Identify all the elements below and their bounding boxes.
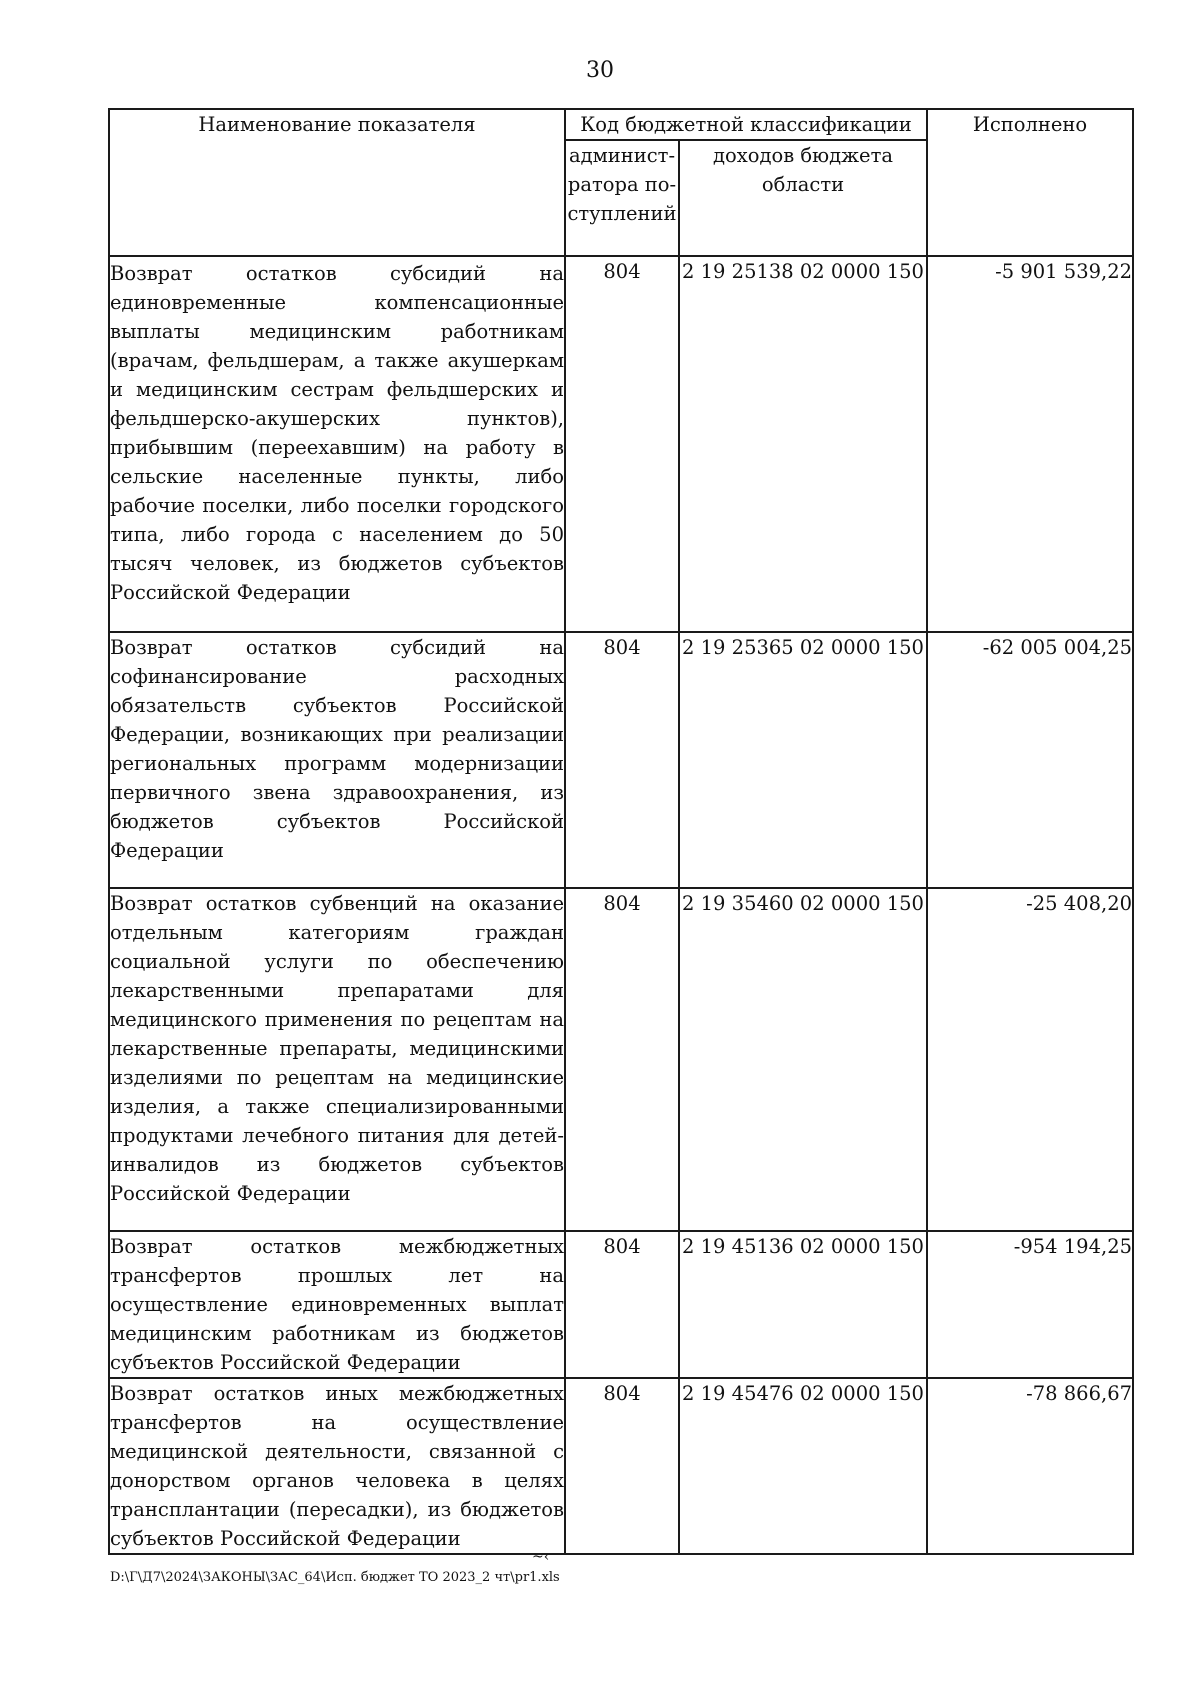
- row-income-code: 2 19 45136 02 0000 150: [679, 1231, 927, 1378]
- table-row: [109, 1231, 1133, 1378]
- table-row: [109, 888, 1133, 1231]
- page-number: 30: [586, 58, 614, 83]
- row-administrator-code: 804: [565, 888, 679, 1231]
- row-name: Возврат остатков межбюджетных трансфертов прошлых лет на осуществление единовременных выплат медицинским работникам из бюджетов субъектов Российской Федерации: [109, 1231, 565, 1378]
- row-administrator-code: 804: [565, 1378, 679, 1554]
- table-row: [109, 256, 1133, 632]
- column-header-name: Наименование показателя: [109, 109, 565, 256]
- row-administrator-code: 804: [565, 1231, 679, 1378]
- row-name: Возврат остатков субсидий на софинансирование расходных обязательств субъектов Российской Федерации, возникающих при реализации региональных программ модернизации первичного звена здравоохранения, из бюджетов субъектов Российской Федерации: [109, 632, 565, 888]
- row-executed-amount: -25 408,20: [927, 888, 1133, 1231]
- row-income-code: 2 19 35460 02 0000 150: [679, 888, 927, 1231]
- row-income-code: 2 19 25138 02 0000 150: [679, 256, 927, 632]
- row-executed-amount: -62 005 004,25: [927, 632, 1133, 888]
- row-name: Возврат остатков субвенций на оказание отдельным категориям граждан социальной услуги по обеспечению лекарственными препаратами для медицинского применения по рецептам на лекарственные препараты, медицинскими изделиями по рецептам на медицинские изделия, а также специализированными продуктами лечебного питания для детей-инвалидов из бюджетов субъектов Российской Федерации: [109, 888, 565, 1231]
- column-header-administrator: админист-ратора по-ступлений: [565, 140, 679, 256]
- column-header-executed: Исполнено: [927, 109, 1133, 256]
- row-executed-amount: -78 866,67: [927, 1378, 1133, 1554]
- table-row: [109, 632, 1133, 888]
- row-administrator-code: 804: [565, 256, 679, 632]
- budget-execution-table: [108, 108, 1134, 1555]
- footer-file-path: D:\Г\Д7\2024\ЗАКОНЫ\ЗАС_64\Исп. бюджет ТО 2023_2 чт\pr1.xls: [110, 1570, 560, 1585]
- column-header-code-group: Код бюджетной классификации: [565, 109, 927, 140]
- row-executed-amount: -5 901 539,22: [927, 256, 1133, 632]
- header-row-top: [109, 109, 1133, 140]
- handwritten-mark: ~‹: [532, 1549, 550, 1565]
- row-executed-amount: -954 194,25: [927, 1231, 1133, 1378]
- row-name: Возврат остатков субсидий на единовременные компенсационные выплаты медицинским работникам (врачам, фельдшерам, а также акушеркам и медицинским сестрам фельдшерских и фельдшерско-акушерских пунктов), прибывшим (переехавшим) на работу в сельские населенные пункты, либо рабочие поселки, либо поселки городского типа, либо города с населением до 50 тысяч человек, из бюджетов субъектов Российской Федерации: [109, 256, 565, 632]
- row-administrator-code: 804: [565, 632, 679, 888]
- table-row: [109, 1378, 1133, 1554]
- column-header-income: доходов бюджета области: [679, 140, 927, 256]
- row-income-code: 2 19 45476 02 0000 150: [679, 1378, 927, 1554]
- row-name: Возврат остатков иных межбюджетных трансфертов на осуществление медицинской деятельности, связанной с донорством органов человека в целях трансплантации (пересадки), из бюджетов субъектов Российской Федерации: [109, 1378, 565, 1554]
- row-income-code: 2 19 25365 02 0000 150: [679, 632, 927, 888]
